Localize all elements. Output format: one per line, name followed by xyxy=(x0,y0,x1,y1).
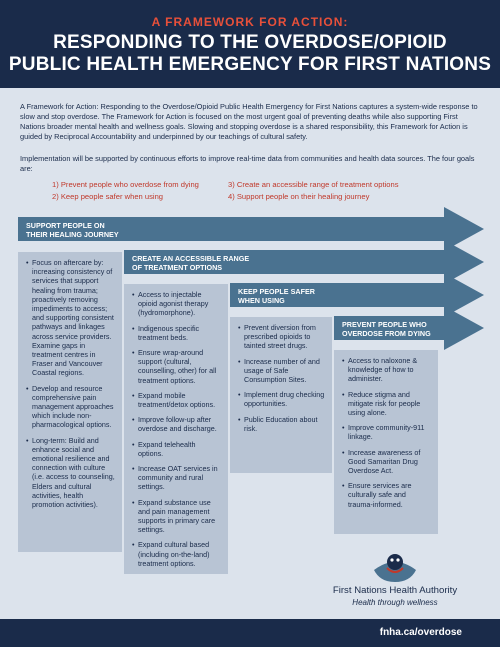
list-item: • Improve community-911 linkage. xyxy=(342,423,432,441)
list-item: • Expand telehealth options. xyxy=(132,440,222,458)
header-kicker: A FRAMEWORK FOR ACTION: xyxy=(151,15,349,29)
list-item: • Long-term: Build and enhance social and emotional resilience and connection with culture (i.e. access to counseling, Elders and cultural activities, health promotion activities). xyxy=(26,436,116,510)
list-item: • Public Education about risk. xyxy=(238,415,326,433)
list-item: • Implement drug checking opportunities. xyxy=(238,390,326,408)
list-item: • Ensure services are culturally safe and trauma-informed. xyxy=(342,481,432,509)
fnha-name: First Nations Health Authority xyxy=(332,585,458,596)
list-item: • Ensure wrap-around support (cultural, counselling, other) for all treatment options. xyxy=(132,348,222,385)
list-item: • Increase awareness of Good Samaritan Drug Overdose Act. xyxy=(342,448,432,476)
column-treatment xyxy=(124,284,228,574)
column-safer xyxy=(230,317,332,473)
list-item: • Expand substance use and pain management supports in primary care settings. xyxy=(132,498,222,535)
goal-item: 3) Create an accessible range of treatment options xyxy=(228,180,399,189)
arrow-label-prevent: PREVENT PEOPLE WHO OVERDOSE FROM DYING xyxy=(342,320,431,338)
list-item: • Increase OAT services in community and rural settings. xyxy=(132,464,222,492)
goal-item: 1) Prevent people who overdose from dying xyxy=(52,180,199,189)
footer-bar xyxy=(0,619,500,647)
list-item: • Expand mobile treatment/detox options. xyxy=(132,391,222,409)
implementation-paragraph: Implementation will be supported by continuous efforts to improve real-time data from communities and health data sources. The four goals are: xyxy=(20,154,475,173)
arrow-label-treatment: CREATE AN ACCESSIBLE RANGE OF TREATMENT OPTIONS xyxy=(132,254,250,272)
arrow-label-safer: KEEP PEOPLE SAFER WHEN USING xyxy=(238,287,315,305)
page-title-line1: RESPONDING TO THE OVERDOSE/OPIOID xyxy=(53,32,447,53)
list-item: • Prevent diversion from prescribed opioids to tainted street drugs. xyxy=(238,323,326,351)
list-item: • Increase number of and usage of Safe Consumption Sites. xyxy=(238,357,326,385)
column-prevent xyxy=(334,350,438,534)
fnha-tagline: Health through wellness xyxy=(352,598,438,607)
list-item: • Improve follow-up after overdose and discharge. xyxy=(132,415,222,433)
list-item: • Indigenous specific treatment beds. xyxy=(132,324,222,342)
list-item: • Expand cultural based (including on-the-land) treatment options. xyxy=(132,540,222,568)
intro-paragraph: A Framework for Action: Responding to the Overdose/Opioid Public Health Emergency for First Nations captures a system-wide response to slow and stop overdose. The Framework for Action is focused on the most urgent goal of preventing deaths while also supporting First Nations broader mental health and wellness goals. Slowing and stopping overdose is a shared responsibility, this Framework for Action is guided by Reciprocal Accountability and underpinned by our teachings of cultural safety. xyxy=(20,102,478,141)
goal-item: 4) Support people on their healing journey xyxy=(228,192,370,201)
list-item: • Focus on aftercare by: increasing consistency of services that support healing from trauma; proactively removing impediments to access; and supporting consistent pathways and linkages across service providers. Examine gaps in treatment centres in Fraser and Vancouver Coastal regions. xyxy=(26,258,116,378)
fnha-logo xyxy=(300,548,490,618)
goal-item: 2) Keep people safer when using xyxy=(52,192,164,201)
header-banner xyxy=(0,0,500,88)
list-item: • Develop and resource comprehensive pain management approaches which include non-pharmacological options. xyxy=(26,384,116,430)
footer-url-link[interactable]: fnha.ca/overdose xyxy=(379,627,462,638)
list-item: • Access to naloxone & knowledge of how to administer. xyxy=(342,356,432,384)
page-title-line2: PUBLIC HEALTH EMERGENCY FOR FIRST NATIONS xyxy=(8,54,492,75)
column-healing xyxy=(18,252,122,552)
fnha-logo-icon xyxy=(370,548,420,584)
list-item: • Access to injectable opioid agonist therapy (hydromorphone). xyxy=(132,290,222,318)
list-item: • Reduce stigma and mitigate risk for people using alone. xyxy=(342,390,432,418)
content-panel xyxy=(0,88,500,619)
arrow-label-healing: SUPPORT PEOPLE ON THEIR HEALING JOURNEY xyxy=(26,221,119,239)
